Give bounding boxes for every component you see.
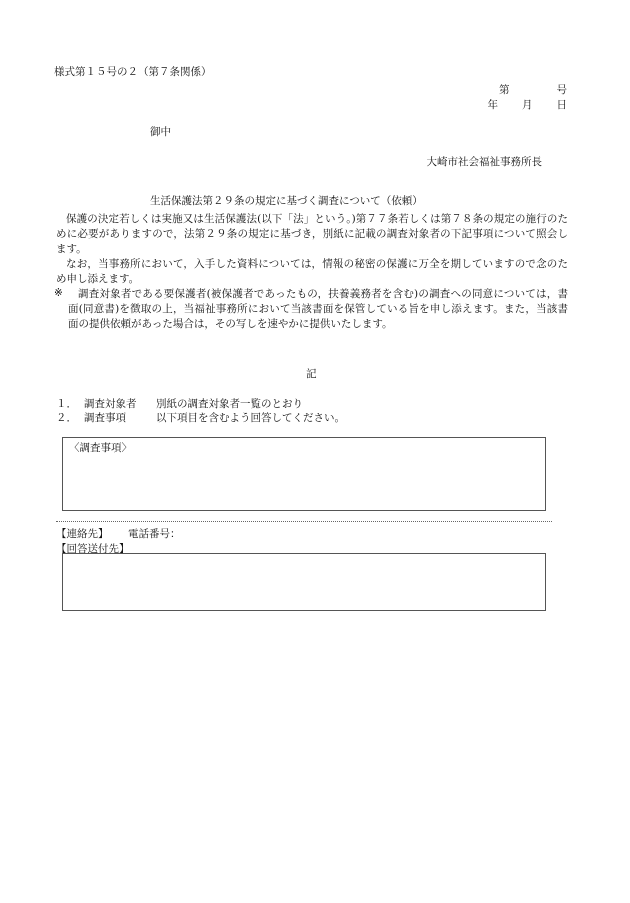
document-date: 年 月 日	[487, 99, 568, 111]
item-2-label: 調査事項	[84, 412, 126, 424]
item-2-num: ２．	[56, 412, 77, 424]
note-paragraph	[68, 287, 568, 332]
survey-items-box	[62, 437, 546, 511]
body-paragraph-1-text: 保護の決定若しくは実施又は生活保護法(以下「法」という。)第７７条若しくは第７８条の規定の施行のために必要がありますので，法第２９条の規定に基づき，別紙に記載の調査対象者の下記事項について照会します。	[56, 213, 568, 255]
body-paragraph-1	[56, 212, 568, 257]
form-number: 様式第１５号の２（第７条関係）	[54, 66, 212, 78]
item-2-value: 以下項目を含むよう回答してください。	[156, 412, 345, 424]
ki-heading: 記	[306, 368, 317, 380]
document-title: 生活保護法第２９条の規定に基づく調査について（依頼）	[150, 195, 423, 207]
body-paragraph-2	[56, 257, 568, 287]
item-1-num: １．	[56, 398, 77, 410]
sender: 大崎市社会福祉事務所長	[426, 156, 542, 168]
recipient: 御中	[150, 126, 171, 138]
contact-label: 【連絡先】	[56, 528, 109, 540]
reply-address-label: 【回答送付先】	[56, 543, 130, 555]
document-number: 第 号	[499, 84, 568, 96]
body-paragraph-2-text: なお，当事務所において，入手した資料については，情報の秘密の保護に万全を期していますので念のため申し添えます。	[56, 258, 568, 285]
survey-items-label: 〈調査事項〉	[69, 442, 132, 454]
item-1-label: 調査対象者	[84, 398, 137, 410]
item-1-value: 別紙の調査対象者一覧のとおり	[156, 398, 303, 410]
reply-address-box	[62, 553, 546, 611]
note-text: 調査対象者である要保護者(被保護者であったもの，扶養義務者を含む)の調査への同意については，書面(同意書)を徴取の上，当福祉事務所において当該書面を保管している旨を申し添えます。また，当該書面の提供依頼があった場合は，その写しを速やかに提供いたします。	[68, 288, 568, 330]
phone-label: 電話番号：	[128, 528, 181, 540]
note-mark: ※	[54, 287, 63, 299]
divider	[56, 521, 552, 522]
